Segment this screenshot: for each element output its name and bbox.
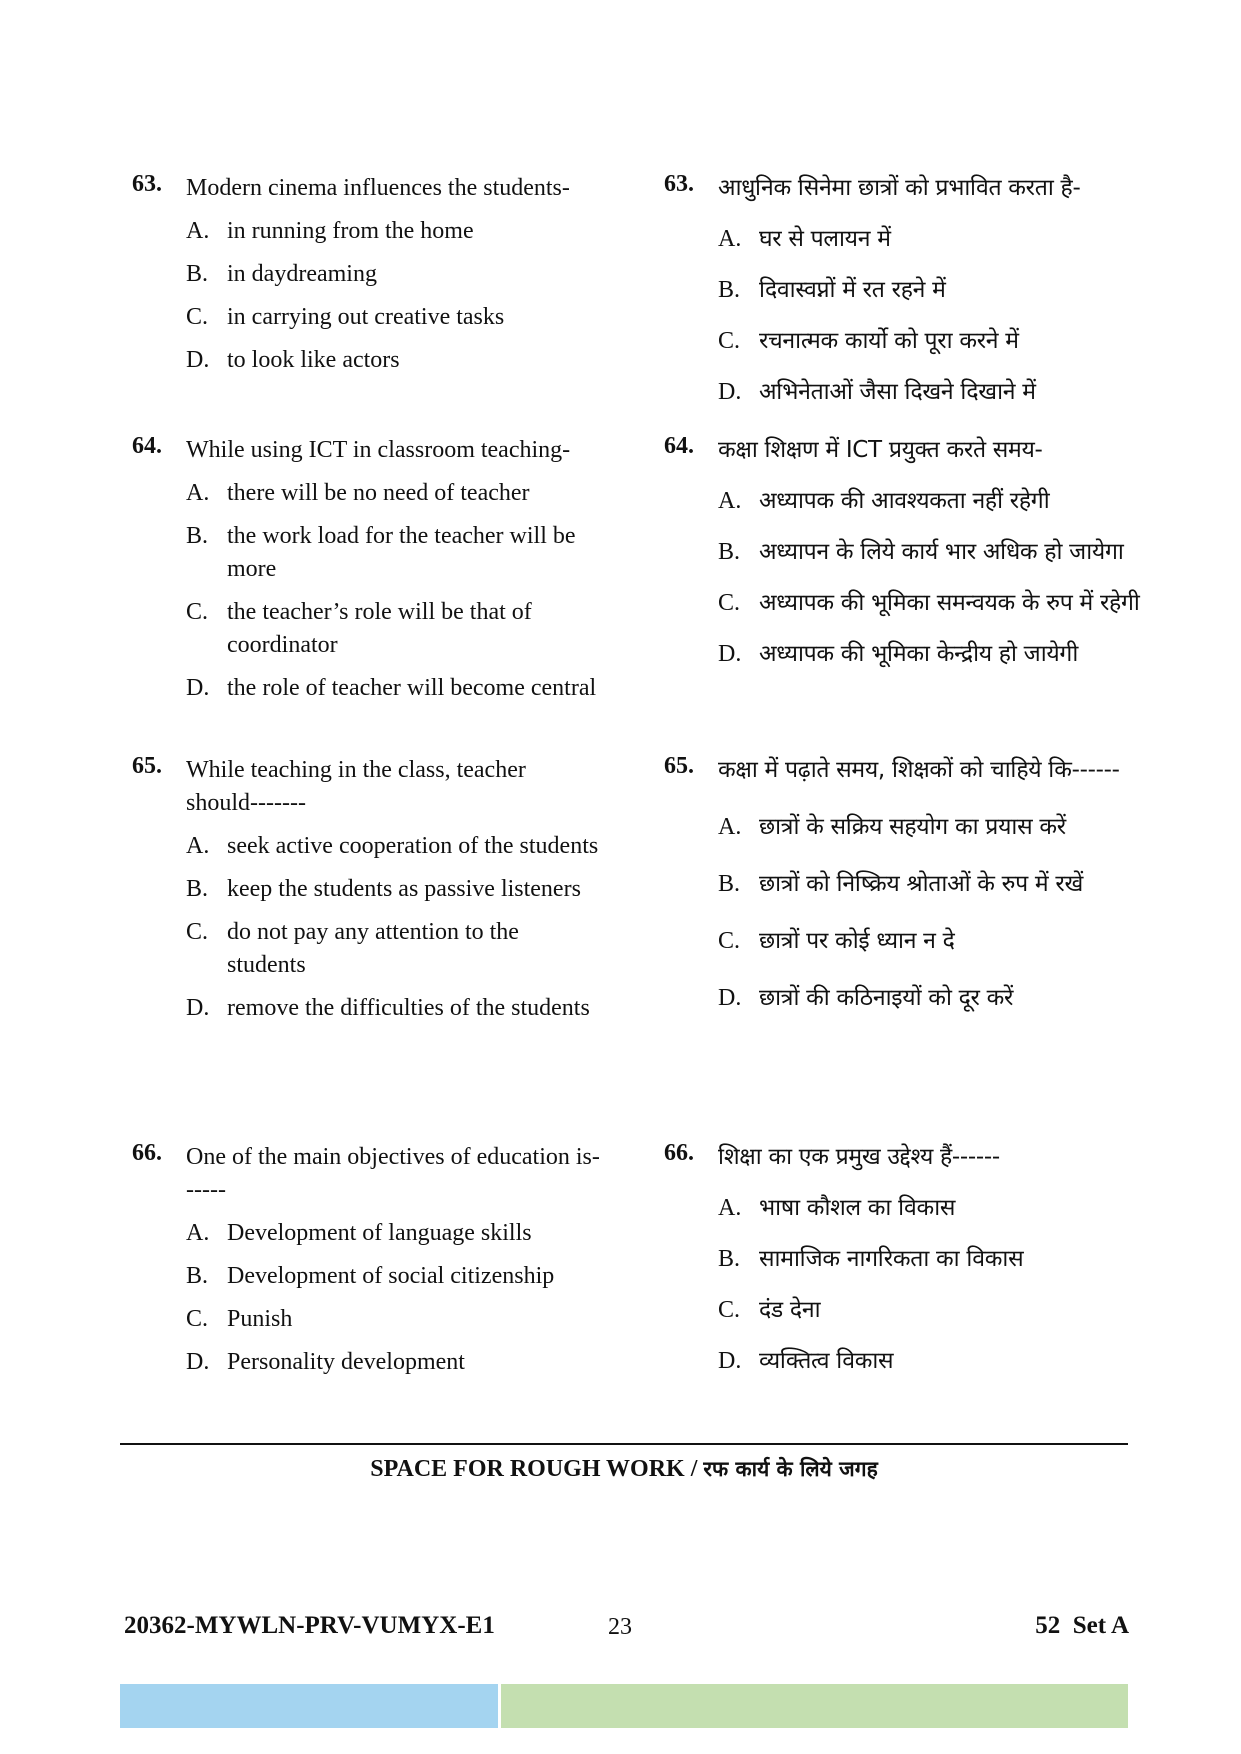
question-text: शिक्षा का एक प्रमुख उद्देश्य हैं------ — [718, 1144, 1000, 1170]
question-text: कक्षा शिक्षण में ICT प्रयुक्त करते समय- — [718, 437, 1043, 463]
option-d: D. remove the difficulties of the students — [186, 995, 590, 1021]
question-number: 63. — [664, 171, 694, 197]
question-63-en — [132, 172, 602, 377]
footer-bar-green — [501, 1684, 1128, 1728]
question-number: 65. — [132, 753, 162, 779]
option-b: B. सामाजिक नागरिकता का विकास — [718, 1246, 1024, 1272]
option-c: C. अध्यापक की भूमिका समन्वयक के रुप में रहेगी — [718, 590, 1140, 616]
option-d: D. व्यक्तित्व विकास — [718, 1348, 894, 1374]
option-a: A. अध्यापक की आवश्यकता नहीं रहेगी — [718, 488, 1050, 514]
option-a: A. भाषा कौशल का विकास — [718, 1195, 956, 1221]
option-c: C. Punish — [186, 1306, 293, 1332]
question-text: आधुनिक सिनेमा छात्रों को प्रभावित करता है- — [718, 175, 1081, 201]
question-text: While teaching in the class, teacher should------- — [186, 757, 526, 816]
set-label: 52 Set A — [1035, 1612, 1129, 1639]
option-a: A. घर से पलायन में — [718, 226, 891, 252]
question-65-hi — [664, 754, 1144, 1015]
option-a: A. seek active cooperation of the students — [186, 833, 599, 859]
question-65-en — [132, 754, 602, 1025]
option-b: B. अध्यापन के लिये कार्य भार अधिक हो जायेगा — [718, 539, 1124, 565]
option-c: C. दंड देना — [718, 1297, 821, 1323]
option-a: A. there will be no need of teacher — [186, 480, 530, 506]
option-c: C. in carrying out creative tasks — [186, 304, 505, 330]
option-c: C. रचनात्मक कार्यो को पूरा करने में — [718, 328, 1019, 354]
question-text: Modern cinema influences the students- — [186, 175, 570, 201]
page-number: 23 — [608, 1614, 632, 1640]
option-c: C. the teacher’s role will be that of coordinator — [186, 599, 532, 658]
question-number: 64. — [664, 433, 694, 459]
question-text: While using ICT in classroom teaching- — [186, 437, 571, 463]
paper-code: 20362-MYWLN-PRV-VUMYX-E1 — [124, 1612, 495, 1639]
option-a: A. छात्रों के सक्रिय सहयोग का प्रयास करें — [718, 814, 1066, 840]
rough-work-label: SPACE FOR ROUGH WORK / रफ कार्य के लिये जगह — [370, 1456, 878, 1482]
question-text: कक्षा में पढ़ाते समय, शिक्षकों को चाहिये कि------ — [718, 757, 1120, 783]
question-number: 64. — [132, 433, 162, 459]
option-d: D. छात्रों की कठिनाइयों को दूर करें — [718, 985, 1014, 1011]
question-66-hi — [664, 1141, 1144, 1378]
option-d: D. Personality development — [186, 1349, 465, 1375]
question-number: 63. — [132, 171, 162, 197]
question-64-hi — [664, 434, 1144, 671]
option-b: B. Development of social citizenship — [186, 1263, 555, 1289]
question-66-en — [132, 1141, 602, 1379]
question-text: One of the main objectives of education is------ — [186, 1144, 600, 1203]
question-63-hi — [664, 172, 1144, 409]
footer-bar-blue — [120, 1684, 498, 1728]
option-b: B. keep the students as passive listeners — [186, 876, 581, 902]
option-b: B. the work load for the teacher will be more — [186, 523, 576, 582]
question-number: 66. — [132, 1140, 162, 1166]
question-number: 66. — [664, 1140, 694, 1166]
option-c: C. do not pay any attention to the students — [186, 919, 519, 978]
option-d: D. अध्यापक की भूमिका केन्द्रीय हो जायेगी — [718, 641, 1079, 667]
option-b: B. छात्रों को निष्क्रिय श्रोताओं के रुप में रखें — [718, 871, 1083, 897]
option-a: A. Development of language skills — [186, 1220, 532, 1246]
question-64-en — [132, 434, 602, 705]
divider-rule — [120, 1443, 1128, 1445]
option-a: A. in running from the home — [186, 218, 474, 244]
option-c: C. छात्रों पर कोई ध्यान न दे — [718, 928, 955, 954]
option-b: B. दिवास्वप्नों में रत रहने में — [718, 277, 946, 303]
option-d: D. the role of teacher will become central — [186, 675, 597, 701]
option-b: B. in daydreaming — [186, 261, 377, 287]
question-number: 65. — [664, 753, 694, 779]
option-d: D. to look like actors — [186, 347, 400, 373]
option-d: D. अभिनेताओं जैसा दिखने दिखाने में — [718, 379, 1036, 405]
